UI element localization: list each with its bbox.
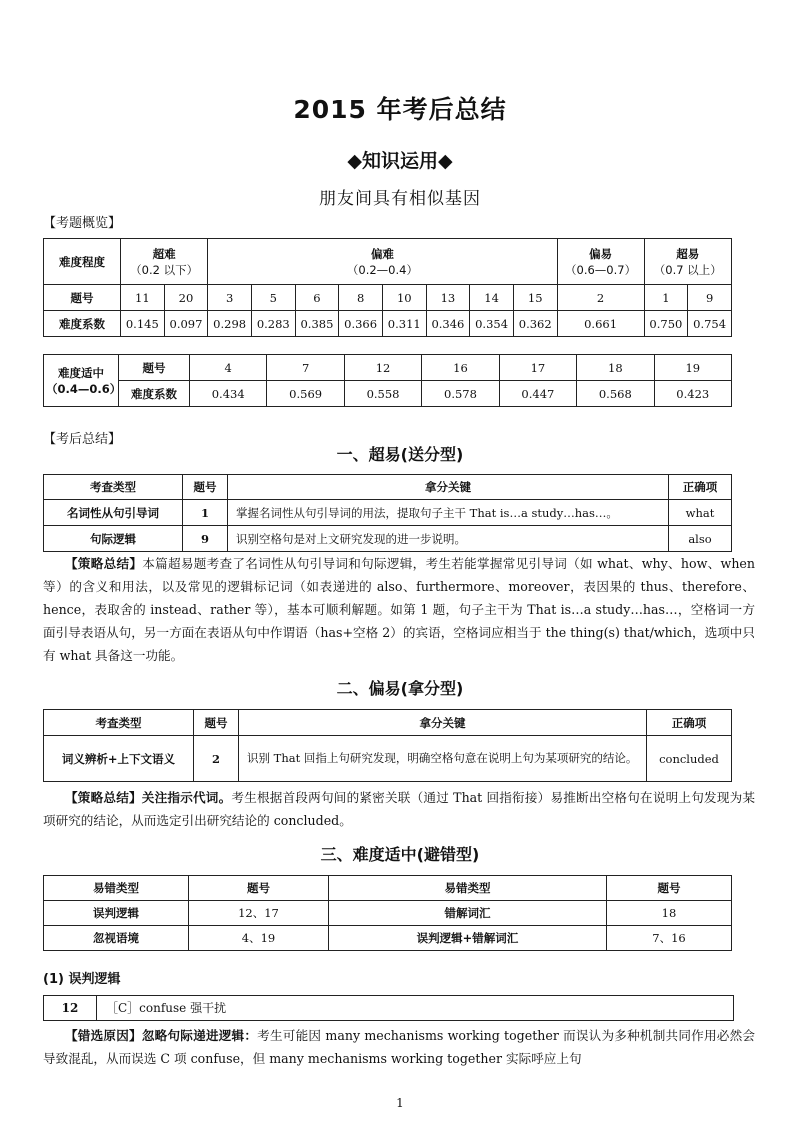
coef-cell: 0.354 <box>470 311 514 337</box>
part2-strategy: 【策略总结】关注指示代词。考生根据首段两句间的紧密关联（通过 That 回指衔接）易推断出空格句在说明上句发现为某项研究的结论，从而选定引出研究结论的 concluded。 <box>43 790 756 828</box>
coef-cell: 0.346 <box>426 311 470 337</box>
num-cell: 4 <box>190 355 267 381</box>
table-row-numbers <box>44 285 732 311</box>
part3-table <box>43 875 732 951</box>
key-cell: 掌握名词性从句引导词的用法，提取句子主干 That is…a study…has…。 <box>228 500 669 526</box>
table-row <box>44 736 732 782</box>
num-cell: 7、16 <box>607 926 732 951</box>
overview-tag: 【考题概览】 <box>43 216 122 231</box>
answer-cell: concluded <box>647 736 732 782</box>
item-number: 12 <box>44 996 97 1020</box>
coef-label: 难度系数 <box>119 381 190 407</box>
table-row <box>44 926 732 951</box>
coef-cell: 0.145 <box>121 311 165 337</box>
answer-cell: what <box>669 500 732 526</box>
header-cell: 考查类型 <box>44 475 183 500</box>
part1-heading: 一、超易(送分型) <box>336 445 464 464</box>
type-cell: 词义辨析+上下文语义 <box>44 736 194 782</box>
num-cell: 3 <box>208 285 252 311</box>
coef-cell: 0.423 <box>654 381 731 407</box>
coef-cell: 0.558 <box>344 381 421 407</box>
header-cell: 题号 <box>607 876 732 901</box>
table-row <box>44 901 732 926</box>
part1-table <box>43 474 732 552</box>
num-cell: 9 <box>183 526 228 552</box>
type-cell: 误判逻辑+错解词汇 <box>329 926 607 951</box>
num-cell: 19 <box>654 355 731 381</box>
coef-cell: 0.661 <box>557 311 644 337</box>
num-label: 题号 <box>44 285 121 311</box>
num-cell: 14 <box>470 285 514 311</box>
num-cell: 20 <box>164 285 208 311</box>
level-label: 难度程度 <box>44 239 121 285</box>
group-super-easy: 超易 （0.7 以上） <box>644 239 731 285</box>
header-cell: 拿分关键 <box>228 475 669 500</box>
num-cell: 18 <box>577 355 654 381</box>
num-cell: 7 <box>267 355 344 381</box>
num-cell: 12、17 <box>189 901 329 926</box>
group-super-hard: 超难 （0.2 以下） <box>121 239 208 285</box>
num-cell: 17 <box>499 355 576 381</box>
group-easy: 偏易 （0.6—0.7） <box>557 239 644 285</box>
coef-cell: 0.754 <box>688 311 732 337</box>
num-cell: 9 <box>688 285 732 311</box>
part2-heading: 二、偏易(拿分型) <box>336 679 464 698</box>
item-text: ［C］confuse 强干扰 <box>106 1001 227 1015</box>
page-number: 1 <box>396 1096 404 1110</box>
table-row-coefs <box>44 311 732 337</box>
table-row <box>44 526 732 552</box>
num-cell: 16 <box>422 355 499 381</box>
coef-cell: 0.097 <box>164 311 208 337</box>
type-cell: 忽视语境 <box>44 926 189 951</box>
type-cell: 句际逻辑 <box>44 526 183 552</box>
coef-cell: 0.366 <box>339 311 383 337</box>
num-cell: 2 <box>557 285 644 311</box>
coef-cell: 0.385 <box>295 311 339 337</box>
page-title: 2015 年考后总结 <box>293 95 507 124</box>
coef-cell: 0.298 <box>208 311 252 337</box>
group-hard: 偏难 （0.2—0.4） <box>208 239 557 285</box>
coef-cell: 0.578 <box>422 381 499 407</box>
sub1-reason: 【错选原因】忽略句际递进逻辑：考生可能因 many mechanisms working together 而误认为多种机制共同作用必然会导致混乱，从而误选 C 项 confuse，但 many mechanisms working together 实际呼应上句 <box>43 1028 755 1066</box>
header-cell: 考查类型 <box>44 710 194 736</box>
summary-tag: 【考后总结】 <box>43 432 122 447</box>
num-label: 题号 <box>119 355 190 381</box>
part3-heading: 三、难度适中(避错型) <box>320 845 480 864</box>
section-heading: ◆知识运用◆ <box>347 150 453 172</box>
passage-title: 朋友间具有相似基因 <box>319 189 481 209</box>
num-cell: 1 <box>183 500 228 526</box>
item-12-box <box>43 995 734 1021</box>
medium-difficulty-table <box>43 354 732 407</box>
num-cell: 13 <box>426 285 470 311</box>
type-cell: 名词性从句引导词 <box>44 500 183 526</box>
num-cell: 12 <box>344 355 421 381</box>
coef-label: 难度系数 <box>44 311 121 337</box>
num-cell: 11 <box>121 285 165 311</box>
header-cell: 题号 <box>194 710 239 736</box>
part1-strategy: 【策略总结】本篇超易题考查了名词性从句引导词和句际逻辑，考生若能掌握常见引导词（如 what、why、how、when 等）的含义和用法，以及常见的逻辑标记词（如表递进的 also、furthermore、moreover，表因果的 thus、therefore、hence，表取舍的 instead、rather 等），基本可顺利解题。如第 1 题，句子主干为 That is…a study…has…，空格词一方面引导表语从句，另一方面在表语从句中作谓语（has+空格 2）的宾语，空格词应相当于 the thing(s) that/which，选项中只有 what 具备这一功能。 <box>43 556 755 663</box>
header-cell: 正确项 <box>669 475 732 500</box>
answer-cell: also <box>669 526 732 552</box>
coef-cell: 0.311 <box>382 311 426 337</box>
header-cell: 易错类型 <box>44 876 189 901</box>
coef-cell: 0.447 <box>499 381 576 407</box>
part2-table <box>43 709 732 782</box>
type-cell: 误判逻辑 <box>44 901 189 926</box>
num-cell: 10 <box>382 285 426 311</box>
num-cell: 5 <box>251 285 295 311</box>
header-cell: 题号 <box>189 876 329 901</box>
num-cell: 1 <box>644 285 688 311</box>
difficulty-table <box>43 238 732 337</box>
table-row <box>44 500 732 526</box>
key-cell: 识别空格句是对上文研究发现的进一步说明。 <box>228 526 669 552</box>
medium-label: 难度适中 （0.4—0.6） <box>44 355 119 407</box>
sub1-heading: (1) 误判逻辑 <box>43 972 121 987</box>
num-cell: 8 <box>339 285 383 311</box>
type-cell: 错解词汇 <box>329 901 607 926</box>
coef-cell: 0.569 <box>267 381 344 407</box>
num-cell: 4、19 <box>189 926 329 951</box>
coef-cell: 0.750 <box>644 311 688 337</box>
header-cell: 易错类型 <box>329 876 607 901</box>
num-cell: 2 <box>194 736 239 782</box>
coef-cell: 0.434 <box>190 381 267 407</box>
key-cell: 识别 That 回指上句研究发现，明确空格句意在说明上句为某项研究的结论。 <box>239 736 647 782</box>
coef-cell: 0.568 <box>577 381 654 407</box>
header-cell: 拿分关键 <box>239 710 647 736</box>
header-cell: 正确项 <box>647 710 732 736</box>
num-cell: 18 <box>607 901 732 926</box>
coef-cell: 0.283 <box>251 311 295 337</box>
header-cell: 题号 <box>183 475 228 500</box>
num-cell: 6 <box>295 285 339 311</box>
coef-cell: 0.362 <box>513 311 557 337</box>
num-cell: 15 <box>513 285 557 311</box>
